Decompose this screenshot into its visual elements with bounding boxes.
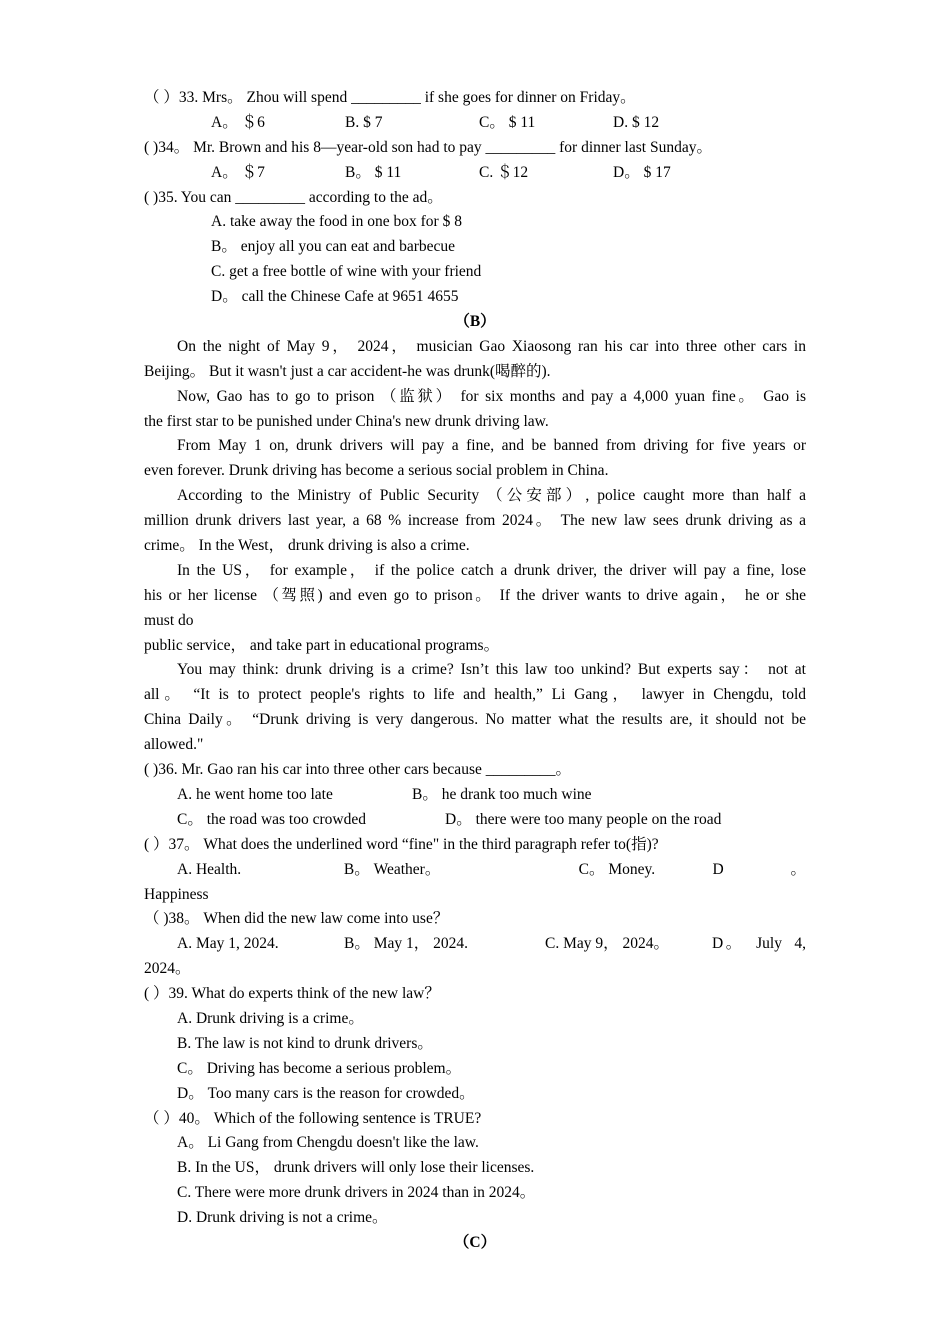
option-d: D. Drunk driving is not a crime。: [177, 1209, 388, 1227]
option-d: D。 July 4,: [712, 935, 806, 953]
option-b: B。 May 1， 2024.: [344, 935, 469, 953]
option-b: B. In the US， drunk drivers will only lose their licenses.: [177, 1159, 535, 1177]
question-38-options: [144, 932, 806, 957]
passage-line: crime。 In the West， drunk driving is also a crime.: [144, 537, 470, 555]
option-b: B。 he drank too much wine: [412, 785, 592, 803]
passage-line: million drunk drivers last year, a 68 % increase from 2024。 The new law sees drunk driving as a: [144, 512, 806, 530]
option-d: D. $ 12: [613, 113, 660, 131]
option-a: A. he went home too late: [177, 785, 333, 803]
question-33-stem: （ ）33. Mrs。 Zhou will spend _________ if she goes for dinner on Friday。: [144, 89, 636, 106]
option-c: C。 Money.: [578, 860, 656, 878]
option-d: D。 there were too many people on the road: [445, 810, 722, 828]
option-c: C. There were more drunk drivers in 2024 than in 2024。: [177, 1184, 536, 1202]
option-a: A。 Li Gang from Chengdu doesn't like the law.: [177, 1134, 479, 1152]
option-a: A. Drunk driving is a crime。: [177, 1009, 364, 1027]
exam-page: [144, 86, 806, 1256]
question-40-stem: （ ）40。 Which of the following sentence is TRUE?: [144, 1109, 482, 1127]
option-c: C。 $ 11: [479, 113, 536, 131]
option-b: B。 $ 11: [345, 163, 402, 181]
question-36-options: [144, 783, 806, 808]
section-c-title: （C）: [453, 1233, 497, 1251]
passage-line: the first star to be punished under China's new drunk driving law.: [144, 412, 549, 430]
option-c: C. ＄12: [479, 163, 529, 181]
passage-line: his or her license （驾照) and even go to prison。 If the driver wants to drive again， he or she: [144, 586, 806, 604]
question-33-options: [144, 111, 806, 136]
option-b: B。 enjoy all you can eat and barbecue: [211, 238, 456, 256]
option-b: B. The law is not kind to drunk drivers。: [177, 1034, 433, 1052]
option-b: B。 Weather。: [343, 860, 441, 878]
option-c: C。 Driving has become a serious problem。: [177, 1059, 462, 1077]
passage-line: On the night of May 9， 2024， musician Gao Xiaosong ran his car into three other cars in: [177, 337, 806, 355]
passage-line: In the US， for example， if the police catch a drunk driver, the driver will pay a fine, lose: [177, 561, 806, 579]
question-37-options: [144, 858, 806, 883]
question-34-stem: ( )34。 Mr. Brown and his 8—year-old son had to pay _________ for dinner last Sunday。: [144, 138, 712, 156]
option-d: D。 Too many cars is the reason for crowded。: [177, 1084, 475, 1102]
question-37-stem: ( ）37。 What does the underlined word “fine" in the third paragraph refer to(指)?: [144, 835, 659, 853]
option-b: B. $ 7: [345, 113, 383, 131]
question-38-stem: （ )38。 When did the new law come into use？: [144, 910, 449, 928]
option-c: C. May 9， 2024。: [545, 935, 670, 953]
section-b-title: （B）: [454, 313, 496, 331]
question-39-stem: ( ）39. What do experts think of the new law？: [144, 985, 440, 1003]
passage-line: all。 “It is to protect people's rights to life and health,” Li Gang， lawyer in Chengdu, told: [144, 686, 806, 704]
option-a: A。 ＄6: [211, 113, 265, 131]
passage-line: public service， and take part in educational programs。: [144, 636, 500, 654]
option-a: A. Health.: [177, 860, 242, 878]
passage-line: Now, Gao has to go to prison （监狱） for six months and pay a 4,000 yuan fine。 Gao is: [177, 387, 806, 405]
question-35-stem: ( )35. You can _________ according to the ad。: [144, 188, 443, 206]
passage-line: You may think: drunk driving is a crime? Isn’t this law too unkind? But experts say： not at: [177, 661, 806, 679]
option-c: C. get a free bottle of wine with your friend: [211, 263, 482, 281]
question-36-stem: ( )36. Mr. Gao ran his car into three other cars because _________。: [144, 761, 571, 779]
passage-line: According to the Ministry of Public Security （公安部）, police caught more than half a: [177, 487, 806, 505]
option-d-wrap: 2024。: [144, 960, 191, 978]
passage-line: must do: [144, 611, 194, 629]
option-d-mark: 。: [790, 860, 806, 878]
question-34-options: [144, 161, 806, 186]
option-a: A. May 1, 2024.: [177, 935, 279, 953]
passage-line: even forever. Drunk driving has become a serious social problem in China.: [144, 462, 609, 480]
passage-line: From May 1 on, drunk drivers will pay a fine, and be banned from driving for five years or: [177, 437, 806, 455]
option-d: D。 $ 17: [613, 163, 671, 181]
option-d-letter: D: [712, 860, 724, 878]
passage-line: China Daily。 “Drunk driving is very dangerous. No matter what the results are, it should not be: [144, 711, 806, 729]
question-36-options: [144, 808, 806, 833]
option-c: C。 the road was too crowded: [177, 810, 366, 828]
option-d: D。 call the Chinese Cafe at 9651 4655: [211, 288, 459, 306]
option-a: A. take away the food in one box for $ 8: [211, 213, 462, 231]
option-d-wrap: Happiness: [144, 885, 209, 903]
option-a: A。 ＄7: [211, 163, 265, 181]
passage-line: Beijing。 But it wasn't just a car accident-he was drunk(喝醉的).: [144, 362, 551, 380]
passage-line: allowed.": [144, 736, 204, 754]
